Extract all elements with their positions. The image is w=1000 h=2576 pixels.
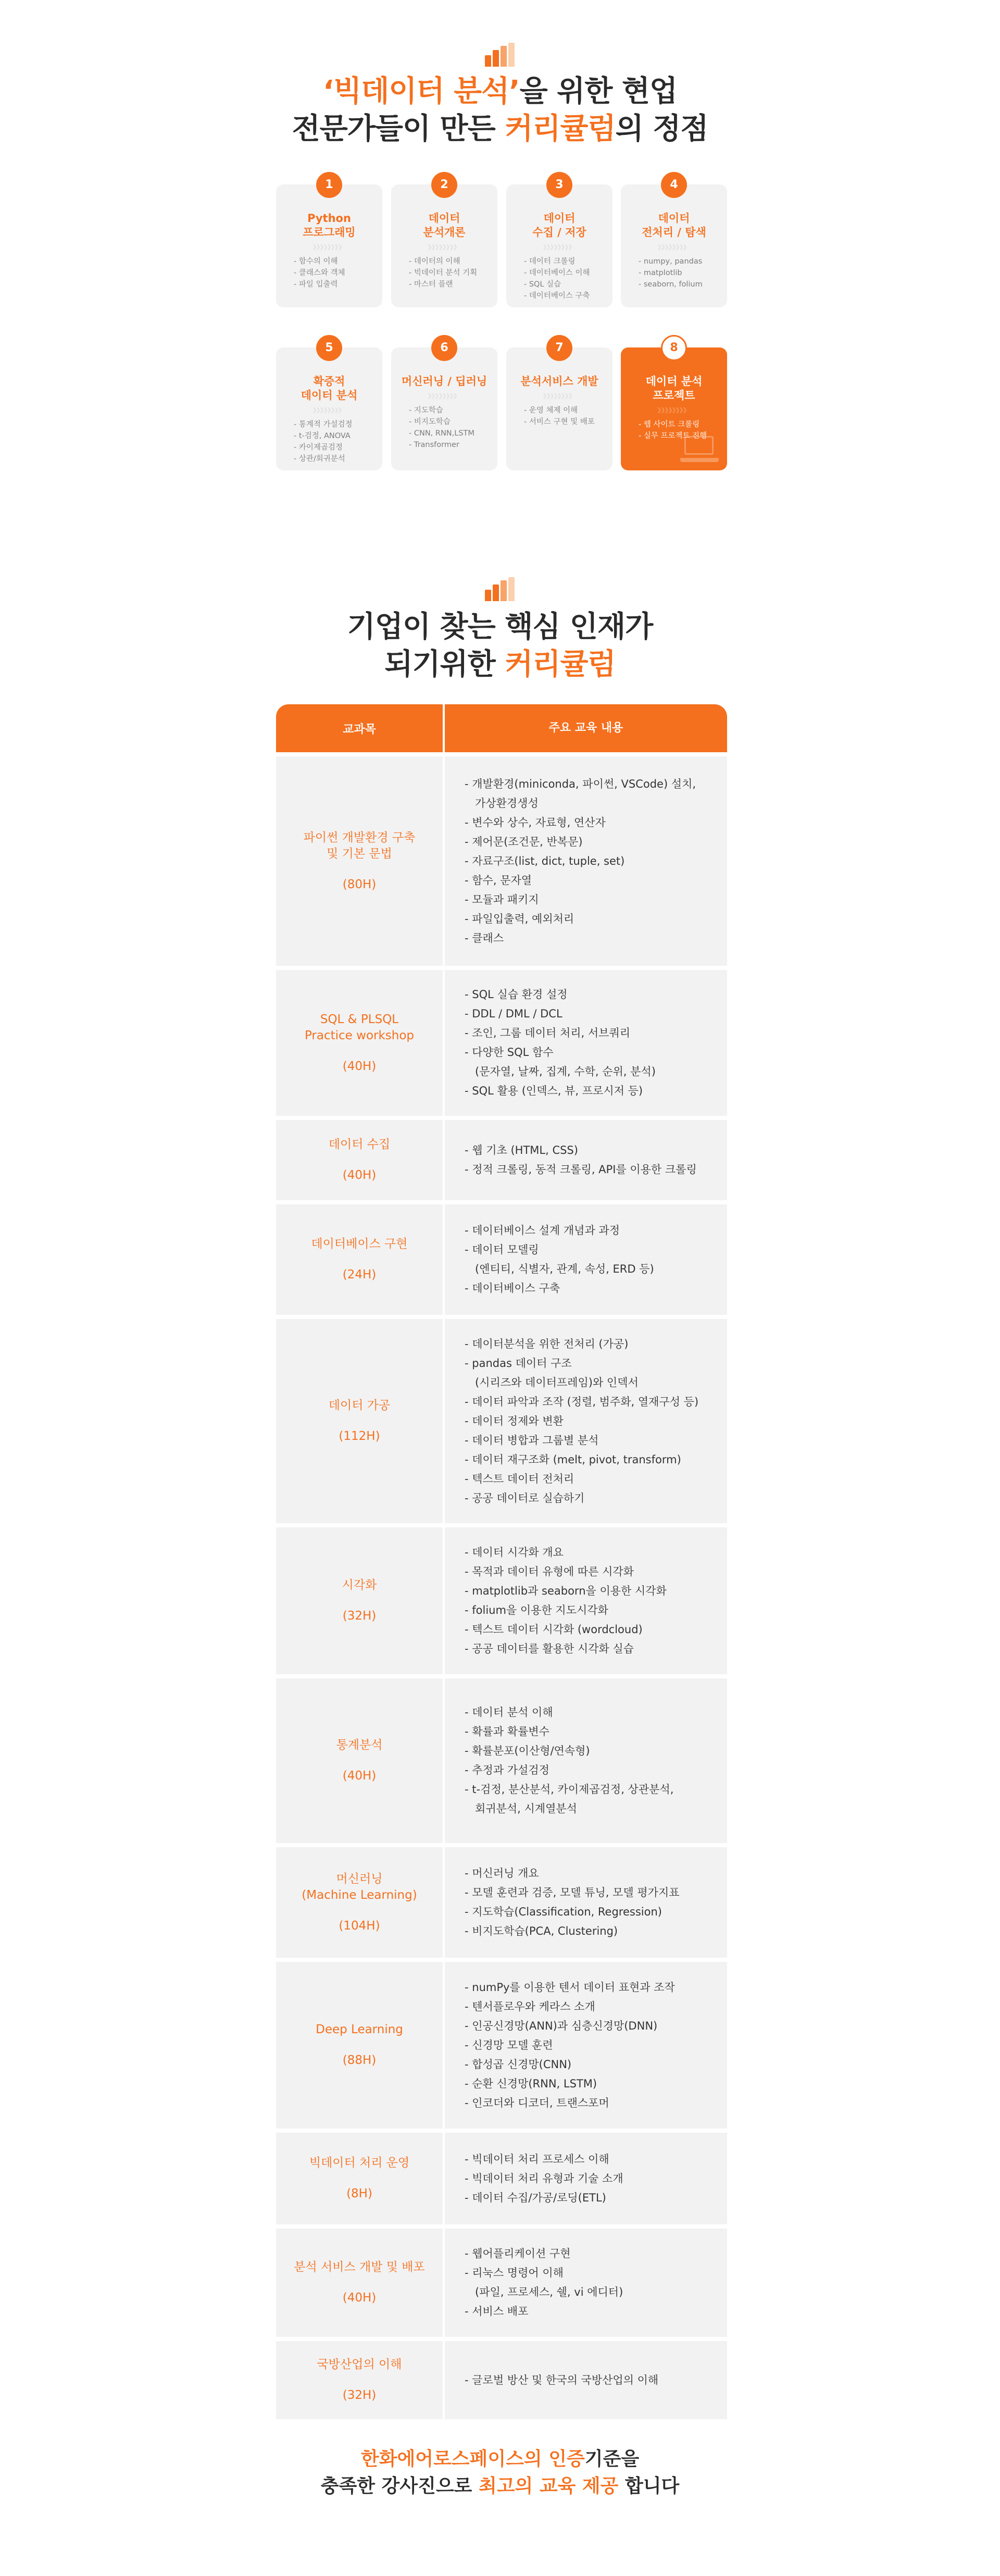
- step-title: 데이터 분석 프로젝트: [645, 375, 703, 402]
- column-header-content: 주요 교육 내용: [443, 704, 727, 752]
- subject-hours: (40H): [342, 1059, 377, 1073]
- step-card: 6 머신러닝 / 딥러닝 》》》》》》》》 - 지도학습 - 비지도학습 - CNN, RNN,LSTM - Transformer: [391, 347, 497, 470]
- step-number: 7: [546, 335, 572, 361]
- step-title: 데이터 분석개론: [423, 212, 466, 239]
- subject-name: 머신러닝 (Machine Learning): [302, 1872, 417, 1902]
- subject-hours: (40H): [342, 2291, 377, 2305]
- subject-hours: (24H): [342, 1268, 377, 1281]
- table-row: Deep Learning (88H) - numPy를 이용한 텐서 데이터 표현과 조작 - 텐서플로우와 케라스 소개 - 인공신경망(ANN)과 심층신경망(DNN) - 신경망 모델 훈련 - 합성곱 신경망(CNN) - 순환 신경망(RNN, LSTM) - 인코더와 디코더, 트랜스포머: [276, 1962, 727, 2129]
- table-row: 국방산업의 이해 (32H) - 글로벌 방산 및 한국의 국방산업의 이해: [276, 2341, 727, 2419]
- table-row: SQL & PLSQL Practice workshop (40H) - SQL 실습 환경 설정 - DDL / DML / DCL - 조인, 그룹 데이터 처리, 서브쿼리 - 다양한 SQL 함수 (문자열, 날짜, 집계, 수학, 순위, 분석) - SQL 활용 (인덱스, 뷰, 프로시저 등): [276, 970, 727, 1116]
- subject-hours: (32H): [342, 1609, 377, 1623]
- step-number: 2: [431, 172, 457, 198]
- closing-statement: 한화에어로스페이스의 인증기준을 충족한 강사진으로 최고의 교육 제공 합니다: [320, 2448, 680, 2497]
- step-title: 확증적 데이터 분석: [301, 375, 358, 402]
- table-header: [276, 704, 727, 752]
- step-card: 3 데이터 수집 / 저장 》》》》》》》》 - 데이터 크롤링 - 데이터베이스 이해 - SQL 실습 - 데이터베이스 구축: [506, 184, 612, 307]
- step-number: 6: [431, 335, 457, 361]
- step-title: 데이터 전처리 / 탐색: [642, 212, 706, 239]
- step-divider: 》》》》》》》》: [312, 407, 345, 414]
- step-divider: 》》》》》》》》: [657, 407, 690, 414]
- subject-hours: (40H): [342, 1168, 377, 1182]
- step-card: 5 확증적 데이터 분석 》》》》》》》》 - 통계적 가설검정 - t-검정, ANOVA - 카이제곱검정 - 상관/회귀분석: [276, 347, 382, 470]
- step-card: 4 데이터 전처리 / 탐색 》》》》》》》》 - numpy, pandas - matplotlib - seaborn, folium: [621, 184, 727, 307]
- bar-chart-icon: [485, 577, 515, 601]
- column-header-subject: 교과목: [343, 723, 376, 736]
- step-title: Python 프로그래밍: [303, 212, 356, 239]
- subject-name: 빅데이터 처리 운영: [309, 2156, 410, 2170]
- subject-name: 시각화: [342, 1578, 377, 1592]
- step-divider: 》》》》》》》》: [657, 244, 690, 251]
- step-number: 5: [316, 335, 342, 361]
- curriculum-table: [276, 704, 727, 2419]
- step-title: 분석서비스 개발: [520, 375, 598, 388]
- step-card: 2 데이터 분석개론 》》》》》》》》 - 데이터의 이해 - 빅데이터 분석 기획 - 마스터 플랜: [391, 184, 497, 307]
- subject-name: 분석 서비스 개발 및 배포: [294, 2260, 425, 2274]
- subject-name: 데이터 가공: [328, 1399, 391, 1412]
- step-card: 1 Python 프로그래밍 》》》》》》》》 - 함수의 이해 - 클래스와 객체 - 파일 입출력: [276, 184, 382, 307]
- step-number: 3: [546, 172, 572, 198]
- table-row: 머신러닝 (Machine Learning) (104H) - 머신러닝 개요 - 모델 훈련과 검증, 모델 튜닝, 모델 평가지표 - 지도학습(Classification, Regression) - 비지도학습(PCA, Clustering): [276, 1847, 727, 1958]
- table-row: 시각화 (32H) - 데이터 시각화 개요 - 목적과 데이터 유형에 따른 시각화 - matplotlib과 seaborn을 이용한 시각화 - folium을 이용한 지도시각화 - 텍스트 데이터 시각화 (wordcloud) - 공공 데이터를 활용한 시각화 실습: [276, 1527, 727, 1674]
- step-number: 4: [661, 172, 687, 198]
- step-divider: 》》》》》》》》: [312, 244, 345, 251]
- curriculum-steps: [276, 168, 727, 491]
- step-divider: 》》》》》》》》: [543, 393, 576, 400]
- table-row: 데이터베이스 구현 (24H) - 데이터베이스 설계 개념과 과정 - 데이터 모델링 (엔티티, 식별자, 관계, 속성, ERD 등) - 데이터베이스 구축: [276, 1204, 727, 1315]
- subject-name: 데이터 수집: [328, 1138, 391, 1151]
- subject-name: 국방산업의 이해: [317, 2358, 402, 2371]
- step-card: 7 분석서비스 개발 》》》》》》》》 - 운영 체제 이해 - 서비스 구현 및 배포: [506, 347, 612, 470]
- step-title: 데이터 수집 / 저장: [532, 212, 586, 239]
- step-divider: 》》》》》》》》: [543, 244, 576, 251]
- table-row: 빅데이터 처리 운영 (8H) - 빅데이터 처리 프로세스 이해 - 빅데이터 처리 유형과 기술 소개 - 데이터 수집/가공/로딩(ETL): [276, 2133, 727, 2224]
- subject-hours: (32H): [342, 2388, 377, 2402]
- table-row: 분석 서비스 개발 및 배포 (40H) - 웹어플리케이션 구현 - 리눅스 명령어 이해 (파일, 프로세스, 쉘, vi 에디터) - 서비스 배포: [276, 2229, 727, 2337]
- subject-hours: (80H): [342, 877, 377, 891]
- table-row: 통계분석 (40H) - 데이터 분석 이해 - 확률과 확률변수 - 확률분포(이산형/연속형) - 추정과 가설검정 - t-검정, 분산분석, 카이제곱검정, 상관분석, 회귀분석, 시계열분석: [276, 1678, 727, 1843]
- subject-name: 데이터베이스 구현: [311, 1237, 408, 1251]
- subject-hours: (40H): [342, 1769, 377, 1783]
- table-row: 파이썬 개발환경 구축 및 기본 문법 (80H) - 개발환경(miniconda, 파이썬, VSCode) 설치, 가상환경생성 - 변수와 상수, 자료형, 연산자 - 제어문(조건문, 반복문) - 자료구조(list, dict, tuple, set) - 함수, 문자열 - 모듈과 패키지 - 파일입출력, 예외처리 - 클래스: [276, 756, 727, 966]
- subject-hours: (112H): [339, 1429, 380, 1443]
- step-number: 8: [661, 335, 687, 361]
- subject-name: 통계분석: [336, 1738, 383, 1752]
- bar-chart-icon: [485, 43, 515, 67]
- step-title: 머신러닝 / 딥러닝: [401, 375, 488, 388]
- subject-name: Deep Learning: [316, 2023, 403, 2036]
- page-title: ‘빅데이터 분석’을 위한 현업 전문가들이 만든 커리큘럼의 정점: [292, 74, 708, 146]
- step-number: 1: [316, 172, 342, 198]
- laptop-icon: [680, 436, 719, 462]
- subject-hours: (88H): [342, 2054, 377, 2067]
- section-title: 기업이 찾는 핵심 인재가 되기위한 커리큘럼: [347, 610, 653, 681]
- subject-hours: (8H): [346, 2187, 372, 2200]
- subject-hours: (104H): [339, 1919, 380, 1933]
- subject-name: SQL & PLSQL Practice workshop: [304, 1012, 415, 1042]
- step-divider: 》》》》》》》》: [428, 393, 460, 400]
- subject-name: 파이썬 개발환경 구축 및 기본 문법: [303, 830, 416, 861]
- step-divider: 》》》》》》》》: [428, 244, 460, 251]
- table-row: 데이터 가공 (112H) - 데이터분석을 위한 전처리 (가공) - pandas 데이터 구조 (시리즈와 데이터프레임)와 인덱서 - 데이터 파악과 조작 (정렬, 범주화, 열재구성 등) - 데이터 정제와 변환 - 데이터 병합과 그룹별 분석 - 데이터 재구조화 (melt, pivot, transform) - 텍스트 데이터 전처리 - 공공 데이터로 실습하기: [276, 1319, 727, 1523]
- step-card-highlighted: 8 데이터 분석 프로젝트 》》》》》》》》 - 웹 사이트 크롤링 - 실무 프로젝트 진행: [621, 347, 727, 470]
- table-row: 데이터 수집 (40H) - 웹 기초 (HTML, CSS) - 정적 크롤링, 동적 크롤링, API를 이용한 크롤링: [276, 1120, 727, 1200]
